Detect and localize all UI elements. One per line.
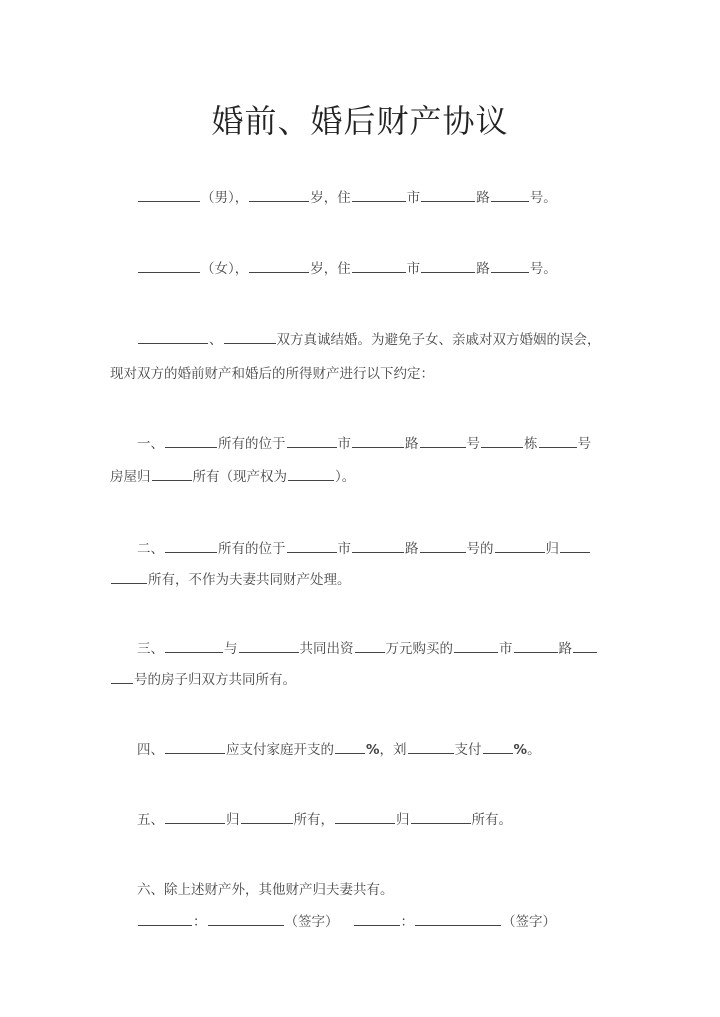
party-blank[interactable] [165,741,225,754]
text: 万元购买的 [385,641,453,657]
number-blank[interactable] [420,540,466,553]
text: 路 [405,541,419,557]
clause-1-line-1 [137,432,591,452]
text: 所有（现产权为 [192,469,287,485]
clause-4-line [137,738,541,758]
amount-blank[interactable] [355,640,385,653]
age-blank[interactable] [249,260,309,273]
text: 市 [337,541,351,557]
party-female-line [137,257,557,277]
text: 栋 [524,436,538,452]
owner-blank[interactable] [411,811,471,824]
text: 路 [476,190,490,206]
text: 所有。 [471,812,512,828]
property-blank[interactable] [335,811,395,824]
text: 所有，不作为夫妻共同财产处理。 [148,572,351,588]
signature-line [137,910,556,930]
number-blank[interactable] [491,260,529,273]
text: 共同出资 [299,641,354,657]
signature-blank[interactable] [415,913,501,926]
signer-role-blank[interactable] [354,913,400,926]
text: 所有， [293,812,334,828]
recipient-blank[interactable] [560,540,590,553]
current-owner-blank[interactable] [288,468,334,481]
building-blank[interactable] [481,435,523,448]
owner-blank[interactable] [241,811,293,824]
city-blank[interactable] [287,435,337,448]
number-blank[interactable] [573,640,597,653]
text: 与 [224,641,238,657]
number-blank[interactable] [420,435,466,448]
party-blank[interactable] [165,640,223,653]
party-male-line [137,186,557,206]
text: 路 [476,261,490,277]
text: 所有的位于 [218,541,286,557]
page-title: 婚前、婚后财产协议 [211,102,509,140]
text: 一、 [137,436,164,452]
text: （男）， [201,190,249,206]
text: （女）， [201,261,249,277]
text: 应支付家庭开支的 [226,742,334,758]
age-blank[interactable] [249,189,309,202]
signer-role-blank[interactable] [138,913,192,926]
property-blank[interactable] [165,811,225,824]
text: 路 [558,641,572,657]
percent-blank[interactable] [483,741,513,754]
city-blank[interactable] [352,260,406,273]
clause-2-line-1 [137,537,591,557]
owner-blank[interactable] [165,540,217,553]
clause-3-line-2 [110,668,296,688]
name-blank[interactable] [138,260,200,273]
text: 号。 [529,190,557,206]
road-blank[interactable] [421,189,475,202]
text: 五、 [137,812,164,828]
text: ： [193,914,207,930]
clause-5-line [137,808,512,828]
text: % [513,742,528,758]
party-blank[interactable] [408,741,454,754]
text: 市 [406,261,421,277]
text: % [366,742,380,758]
text: 市 [499,641,513,657]
text: 四、 [137,742,164,758]
city-blank[interactable] [287,540,337,553]
city-blank[interactable] [352,189,406,202]
signature-blank[interactable] [208,913,284,926]
clause-2-line-2 [110,568,351,588]
clause-1-line-2 [110,465,355,485]
text: 支付 [454,742,482,758]
text: 。 [527,742,541,758]
recipient-blank[interactable] [111,571,147,584]
name-blank[interactable] [224,331,276,344]
clause-6-line: 六、除上述财产外，其他财产归夫妻共有。 [137,882,394,898]
owner-blank[interactable] [165,435,217,448]
number-blank[interactable] [111,671,133,684]
road-blank[interactable] [514,640,558,653]
text: 双方真诚结婚。为避免子女、亲戚对双方婚姻的误会， [276,332,601,348]
text: 路 [405,436,419,452]
text: 市 [406,190,421,206]
text: ）。 [335,469,356,485]
intro-line-1 [137,328,601,348]
text: 号 [577,436,591,452]
text: 二、 [137,541,164,557]
percent-blank[interactable] [335,741,365,754]
text: 归 [545,541,559,557]
text: 归 [226,812,240,828]
text: 归 [396,812,410,828]
text: 号的房子归双方共同所有。 [134,672,296,688]
text: 所有的位于 [218,436,286,452]
text: 岁，住 [310,190,351,206]
party-blank[interactable] [239,640,299,653]
text: 号的 [466,541,494,557]
text: 岁，住 [310,261,351,277]
text: ，刘 [379,742,407,758]
text: 市 [337,436,351,452]
road-blank[interactable] [352,435,404,448]
text: 号。 [529,261,557,277]
text: 、 [209,332,223,348]
intro-line-2: 现对双方的婚前财产和婚后的所得财产进行以下约定： [110,366,434,382]
road-blank[interactable] [352,540,404,553]
unit-blank[interactable] [539,435,577,448]
road-blank[interactable] [421,260,475,273]
property-blank[interactable] [495,540,545,553]
name-blank[interactable] [138,331,208,344]
owner-blank[interactable] [152,468,192,481]
text: 房屋归 [110,469,151,485]
clause-3-line-1 [137,637,598,657]
text: 号 [466,436,480,452]
number-blank[interactable] [491,189,529,202]
text: 三、 [137,641,164,657]
city-blank[interactable] [454,640,498,653]
text: （签字） [502,914,556,930]
text: （签字） [284,914,339,930]
name-blank[interactable] [138,189,200,202]
text: ： [400,914,414,930]
